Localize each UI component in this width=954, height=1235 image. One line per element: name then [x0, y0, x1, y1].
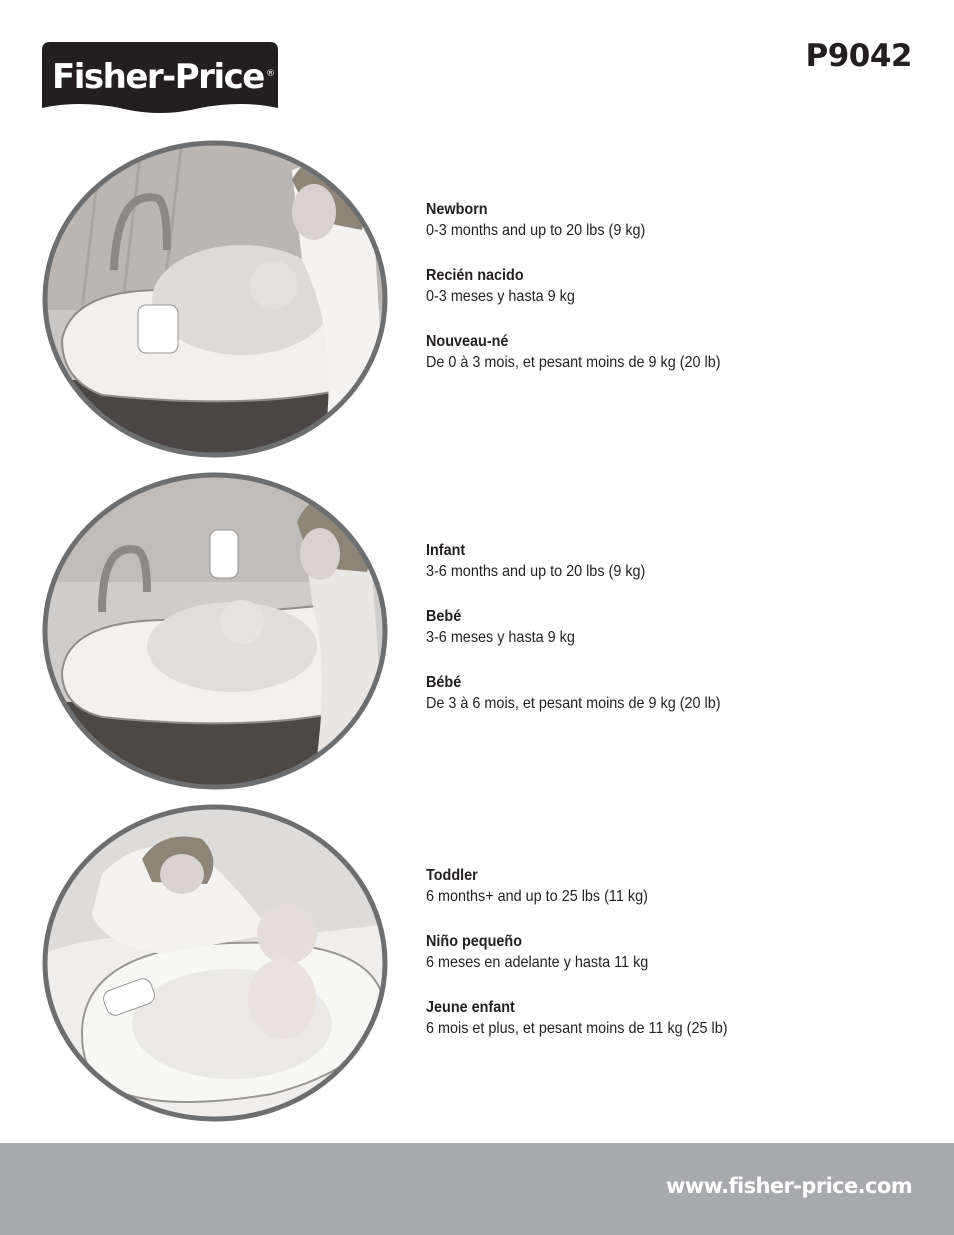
stage-entry	[426, 931, 858, 973]
stage-label: Nouveau-né	[426, 333, 509, 350]
stage-entry	[426, 265, 858, 307]
stage-label: Toddler	[426, 867, 478, 884]
logo-text: Fisher-Price	[52, 57, 264, 97]
stage-description: 0-3 months and up to 20 lbs (9 kg)	[426, 222, 646, 239]
stage-label: Infant	[426, 542, 466, 559]
stage-entry	[426, 672, 858, 714]
stage-label: Jeune enfant	[426, 999, 515, 1016]
stage-label: Recién nacido	[426, 267, 524, 284]
toddler-stage-text	[426, 865, 858, 1063]
stage-entry	[426, 331, 858, 373]
stage-entry	[426, 199, 858, 241]
stage-description: 6 mois et plus, et pesant moins de 11 kg (25 lb)	[426, 1020, 728, 1037]
stage-entry	[426, 540, 858, 582]
fisher-price-logo-icon	[42, 42, 278, 118]
stage-label: Bébé	[426, 674, 462, 691]
infant-bath-photo	[42, 472, 388, 790]
model-number: P9042	[805, 38, 912, 74]
stage-entry	[426, 997, 858, 1039]
stage-description: 3-6 meses y hasta 9 kg	[426, 629, 575, 646]
footer-bar	[0, 1143, 954, 1235]
stage-entry	[426, 606, 858, 648]
newborn-stage-text	[426, 199, 858, 397]
stage-description: 6 months+ and up to 25 lbs (11 kg)	[426, 888, 648, 905]
newborn-bath-photo	[42, 140, 388, 458]
stage-description: 3-6 months and up to 20 lbs (9 kg)	[426, 563, 646, 580]
toddler-bath-photo	[42, 804, 388, 1122]
stage-description: 0-3 meses y hasta 9 kg	[426, 288, 575, 305]
stage-label: Bebé	[426, 608, 462, 625]
stage-label: Niño pequeño	[426, 933, 522, 950]
website-link[interactable]: www.fisher-price.com	[666, 1174, 912, 1198]
stage-label: Newborn	[426, 201, 488, 218]
registered-mark: ®	[266, 69, 275, 79]
infant-stage-text	[426, 540, 858, 738]
stage-description: De 0 à 3 mois, et pesant moins de 9 kg (20 lb)	[426, 354, 721, 371]
stage-entry	[426, 865, 858, 907]
stage-description: 6 meses en adelante y hasta 11 kg	[426, 954, 649, 971]
brand-logo	[42, 42, 278, 118]
stage-description: De 3 à 6 mois, et pesant moins de 9 kg (20 lb)	[426, 695, 721, 712]
